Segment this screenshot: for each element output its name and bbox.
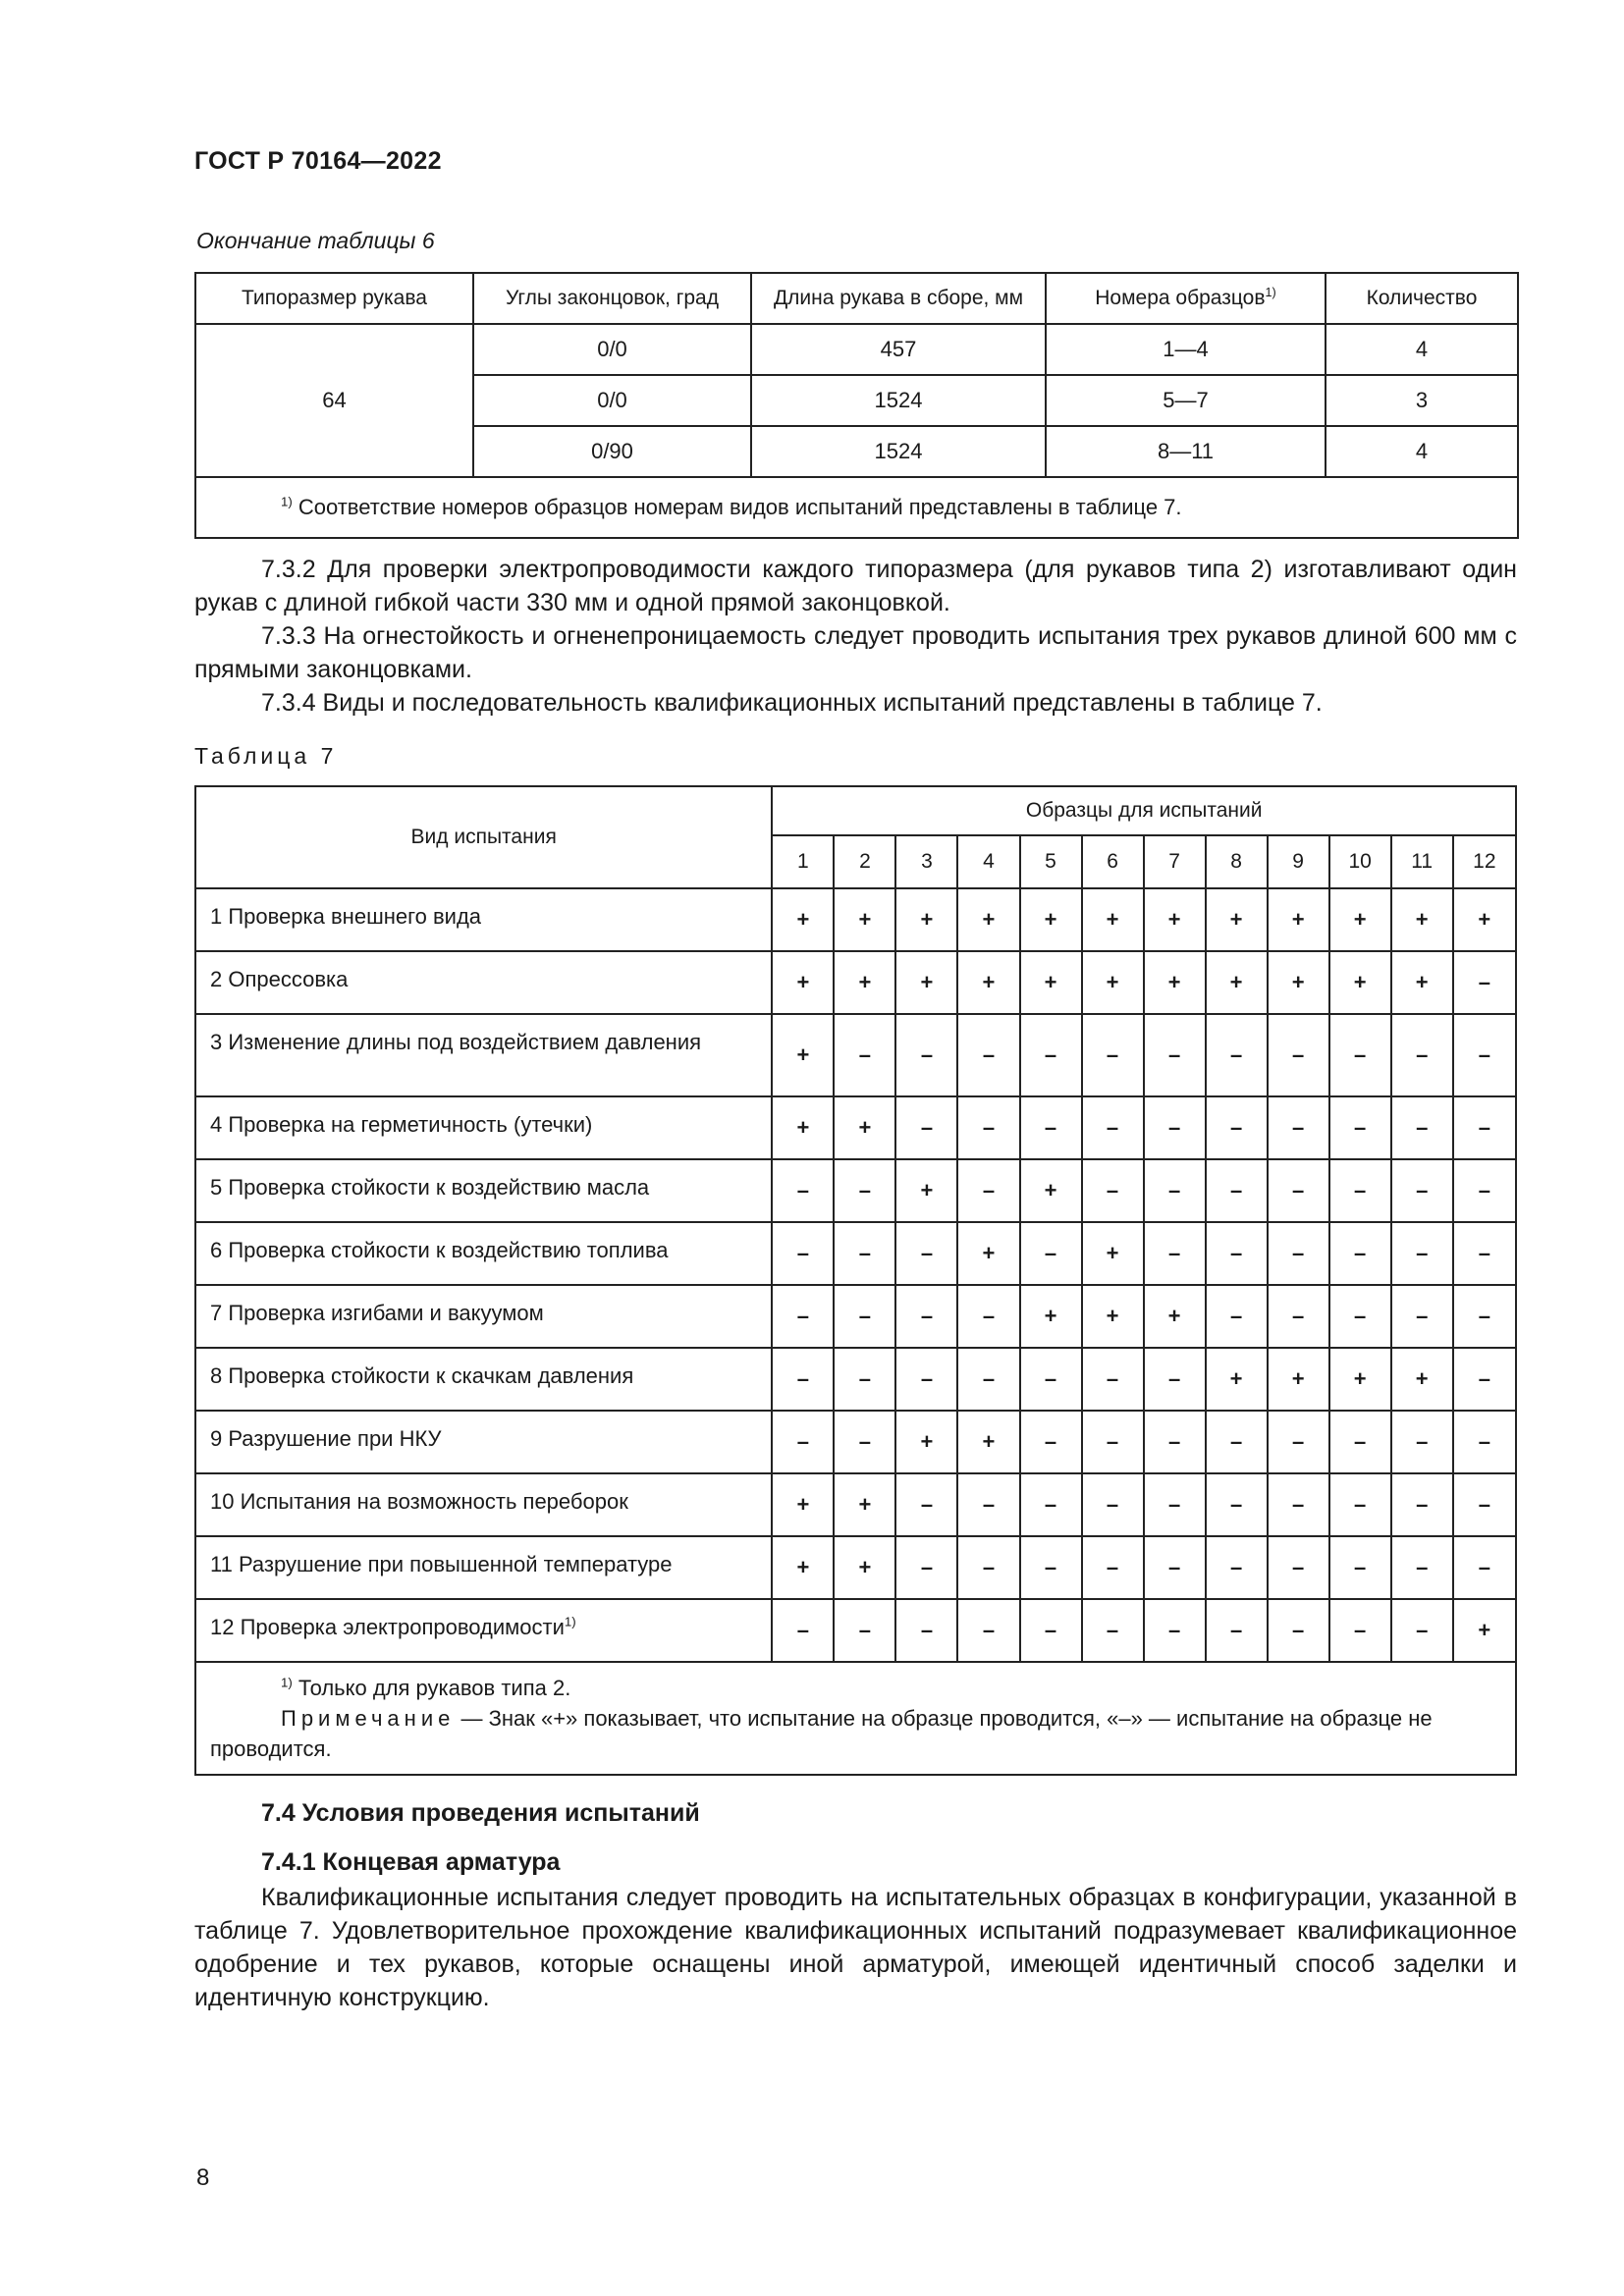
- table6-qty-cell: 4: [1326, 324, 1518, 375]
- table7-sample-number: 9: [1268, 835, 1329, 888]
- sample-mark-cell: +: [1020, 1159, 1082, 1222]
- sample-mark-cell: –: [1329, 1222, 1391, 1285]
- table6-angles-cell: 0/0: [473, 375, 751, 426]
- sample-mark-cell: –: [895, 1473, 957, 1536]
- sample-mark-cell: –: [895, 1536, 957, 1599]
- table7-sample-number: 7: [1144, 835, 1206, 888]
- sample-mark-cell: +: [895, 888, 957, 951]
- sample-mark-cell: –: [1268, 1411, 1329, 1473]
- sample-mark-cell: –: [772, 1411, 834, 1473]
- sample-mark-cell: –: [1144, 1096, 1206, 1159]
- sample-mark-cell: –: [895, 1599, 957, 1662]
- table-row: [195, 888, 1516, 951]
- table7-note: [210, 1703, 1501, 1764]
- table6-header-size: Типоразмер рукава: [195, 273, 473, 324]
- sample-mark-cell: –: [1391, 1536, 1453, 1599]
- table7-footnote-row: [195, 1662, 1516, 1775]
- table6-header-angles: Углы законцовок, град: [473, 273, 751, 324]
- sample-mark-cell: –: [957, 1285, 1019, 1348]
- sample-mark-cell: –: [1453, 1096, 1516, 1159]
- sample-mark-cell: –: [1329, 1014, 1391, 1096]
- table7-sample-number: 6: [1082, 835, 1144, 888]
- sample-mark-cell: –: [1144, 1473, 1206, 1536]
- section-7-4-1-title: 7.4.1 Концевая арматура: [261, 1848, 561, 1876]
- sample-mark-cell: –: [1453, 1285, 1516, 1348]
- sample-mark-cell: –: [1391, 1096, 1453, 1159]
- sample-mark-cell: –: [1391, 1599, 1453, 1662]
- sample-mark-cell: –: [1453, 1411, 1516, 1473]
- sample-mark-cell: –: [1329, 1473, 1391, 1536]
- paragraph-7-3-3: 7.3.3 На огнестойкость и огненепроницаемость следует проводить испытания трех рукавов длиной 600 мм с прямыми законцовками.: [194, 622, 1517, 683]
- sample-mark-cell: +: [895, 1411, 957, 1473]
- sample-mark-cell: –: [1268, 1285, 1329, 1348]
- table6-angles-cell: 0/90: [473, 426, 751, 477]
- sample-mark-cell: –: [1453, 1014, 1516, 1096]
- table7-sample-number: 12: [1453, 835, 1516, 888]
- sample-mark-cell: +: [1144, 951, 1206, 1014]
- table-row: [195, 1285, 1516, 1348]
- sample-mark-cell: –: [1144, 1222, 1206, 1285]
- table6-length-cell: 1524: [751, 426, 1046, 477]
- sample-mark-cell: –: [1082, 1411, 1144, 1473]
- sample-mark-cell: –: [1206, 1285, 1268, 1348]
- table-7: [194, 785, 1517, 1776]
- sample-mark-cell: –: [1329, 1159, 1391, 1222]
- table-row: [195, 1096, 1516, 1159]
- sample-mark-cell: –: [1329, 1096, 1391, 1159]
- sample-mark-cell: –: [1453, 1473, 1516, 1536]
- test-name-cell: 5 Проверка стойкости к воздействию масла: [195, 1159, 772, 1222]
- sample-mark-cell: +: [772, 951, 834, 1014]
- sample-mark-cell: –: [1268, 1014, 1329, 1096]
- sample-mark-cell: +: [1082, 1285, 1144, 1348]
- sample-mark-cell: –: [1391, 1014, 1453, 1096]
- sample-mark-cell: –: [772, 1599, 834, 1662]
- table7-sample-number: 4: [957, 835, 1019, 888]
- footnote-mark: 1): [281, 494, 293, 509]
- sample-mark-cell: +: [1082, 888, 1144, 951]
- sample-mark-cell: –: [895, 1096, 957, 1159]
- sample-mark-cell: –: [1020, 1222, 1082, 1285]
- test-name-cell: 6 Проверка стойкости к воздействию топлива: [195, 1222, 772, 1285]
- sample-mark-cell: –: [1268, 1096, 1329, 1159]
- table-row: [195, 951, 1516, 1014]
- sample-mark-cell: +: [772, 1014, 834, 1096]
- note-label: Примечание: [281, 1706, 456, 1731]
- table-row: [195, 1599, 1516, 1662]
- table-6: [194, 272, 1519, 539]
- test-name-cell: 4 Проверка на герметичность (утечки): [195, 1096, 772, 1159]
- table7-sample-number: 5: [1020, 835, 1082, 888]
- table6-length-cell: 1524: [751, 375, 1046, 426]
- sample-mark-cell: +: [1329, 1348, 1391, 1411]
- sample-mark-cell: +: [1268, 888, 1329, 951]
- sample-mark-cell: +: [1206, 951, 1268, 1014]
- sample-mark-cell: +: [772, 888, 834, 951]
- sample-mark-cell: –: [1082, 1473, 1144, 1536]
- sample-mark-cell: –: [957, 1159, 1019, 1222]
- sample-mark-cell: +: [1082, 951, 1144, 1014]
- sample-mark-cell: +: [957, 1222, 1019, 1285]
- sample-mark-cell: –: [1144, 1348, 1206, 1411]
- sample-mark-cell: +: [834, 1473, 895, 1536]
- footnote-mark: 1): [564, 1614, 576, 1629]
- sample-mark-cell: –: [957, 1536, 1019, 1599]
- sample-mark-cell: –: [1020, 1348, 1082, 1411]
- table7-header-samples: Образцы для испытаний: [772, 786, 1516, 835]
- sample-mark-cell: –: [834, 1411, 895, 1473]
- sample-mark-cell: +: [1329, 951, 1391, 1014]
- table7-caption: Таблица 7: [194, 743, 338, 769]
- table7-sample-number: 10: [1329, 835, 1391, 888]
- sample-mark-cell: –: [1453, 1222, 1516, 1285]
- table6-header-quantity: Количество: [1326, 273, 1518, 324]
- sample-mark-cell: –: [1206, 1096, 1268, 1159]
- note-text: — Знак «+» показывает, что испытание на образце проводится, «–» — испытание на образце не проводится.: [210, 1706, 1433, 1761]
- sample-mark-cell: –: [1144, 1014, 1206, 1096]
- sample-mark-cell: –: [1206, 1014, 1268, 1096]
- test-name-cell: 7 Проверка изгибами и вакуумом: [195, 1285, 772, 1348]
- sample-mark-cell: +: [1206, 1348, 1268, 1411]
- table7-header-test: Вид испытания: [195, 786, 772, 888]
- sample-mark-cell: +: [1329, 888, 1391, 951]
- sample-mark-cell: –: [1329, 1599, 1391, 1662]
- sample-mark-cell: –: [1329, 1285, 1391, 1348]
- table6-header-row: [195, 273, 1518, 324]
- sample-mark-cell: +: [1020, 888, 1082, 951]
- sample-mark-cell: –: [1268, 1159, 1329, 1222]
- sample-mark-cell: +: [1453, 1599, 1516, 1662]
- sample-mark-cell: –: [1082, 1599, 1144, 1662]
- table7-footnote: $^{1)}$ Только для рукавов типа 2. Примечание — Знак «+» показывает, что испытание на образце проводится, «–» — испытание на образце не проводится.: [195, 1662, 1516, 1775]
- table7-sample-number: 3: [895, 835, 957, 888]
- sample-mark-cell: –: [834, 1599, 895, 1662]
- sample-mark-cell: +: [1144, 1285, 1206, 1348]
- sample-mark-cell: –: [1453, 1348, 1516, 1411]
- table6-footnote: $^{1)}$ Соответствие номеров образцов номерам видов испытаний представлены в таблице 7.: [195, 477, 1518, 538]
- sample-mark-cell: –: [1144, 1411, 1206, 1473]
- table-row: [195, 1473, 1516, 1536]
- sample-mark-cell: –: [1206, 1222, 1268, 1285]
- sample-mark-cell: –: [772, 1348, 834, 1411]
- test-name-cell: 9 Разрушение при НКУ: [195, 1411, 772, 1473]
- table6-angles-cell: 0/0: [473, 324, 751, 375]
- sample-mark-cell: +: [1268, 951, 1329, 1014]
- sample-mark-cell: –: [1206, 1599, 1268, 1662]
- table-row: [195, 1159, 1516, 1222]
- sample-mark-cell: +: [957, 888, 1019, 951]
- sample-mark-cell: +: [895, 951, 957, 1014]
- sample-mark-cell: –: [772, 1285, 834, 1348]
- sample-mark-cell: –: [1329, 1536, 1391, 1599]
- sample-mark-cell: –: [1453, 1536, 1516, 1599]
- sample-mark-cell: +: [957, 1411, 1019, 1473]
- sample-mark-cell: –: [895, 1348, 957, 1411]
- sample-mark-cell: +: [834, 951, 895, 1014]
- table6-footnote-row: [195, 477, 1518, 538]
- sample-mark-cell: –: [1020, 1014, 1082, 1096]
- sample-mark-cell: –: [1453, 1159, 1516, 1222]
- sample-mark-cell: –: [834, 1014, 895, 1096]
- sample-mark-cell: –: [772, 1159, 834, 1222]
- sample-mark-cell: –: [834, 1285, 895, 1348]
- sample-mark-cell: –: [957, 1473, 1019, 1536]
- sample-mark-cell: +: [1391, 951, 1453, 1014]
- test-name-cell: 11 Разрушение при повышенной температуре: [195, 1536, 772, 1599]
- table7-header-row: [195, 786, 1516, 835]
- sample-mark-cell: –: [1020, 1411, 1082, 1473]
- table7-sample-number: 2: [834, 835, 895, 888]
- sample-mark-cell: +: [1391, 1348, 1453, 1411]
- sample-mark-cell: –: [957, 1096, 1019, 1159]
- sample-mark-cell: –: [1391, 1159, 1453, 1222]
- sample-mark-cell: +: [834, 1096, 895, 1159]
- sample-mark-cell: +: [1082, 1222, 1144, 1285]
- sample-mark-cell: –: [834, 1159, 895, 1222]
- table7-sample-number: 8: [1206, 835, 1268, 888]
- table6-header-length: Длина рукава в сборе, мм: [751, 273, 1046, 324]
- sample-mark-cell: –: [1268, 1599, 1329, 1662]
- sample-mark-cell: +: [834, 1536, 895, 1599]
- table6-samples-cell: 8—11: [1046, 426, 1326, 477]
- section-7-4-1-text: Квалификационные испытания следует проводить на испытательных образцах в конфигурации, указанной в таблице 7. Удовлетворительное прохождение квалификационных испытаний подразумевает квалификационное одобрение и тех рукавов, которые оснащены иной арматурой, имеющей идентичный способ заделки и идентичную конструкцию.: [194, 1884, 1517, 2011]
- sample-mark-cell: –: [1329, 1411, 1391, 1473]
- sample-mark-cell: –: [1020, 1599, 1082, 1662]
- sample-mark-cell: –: [1082, 1096, 1144, 1159]
- sample-mark-cell: +: [1020, 951, 1082, 1014]
- sample-mark-cell: –: [895, 1285, 957, 1348]
- sample-mark-cell: +: [1453, 888, 1516, 951]
- sample-mark-cell: –: [834, 1222, 895, 1285]
- footnote-mark: 1): [1265, 286, 1276, 299]
- sample-mark-cell: +: [1206, 888, 1268, 951]
- sample-mark-cell: –: [772, 1222, 834, 1285]
- sample-mark-cell: –: [1453, 951, 1516, 1014]
- table6-qty-cell: 3: [1326, 375, 1518, 426]
- page-number: 8: [196, 2164, 210, 2191]
- sample-mark-cell: +: [772, 1096, 834, 1159]
- sample-mark-cell: –: [1391, 1285, 1453, 1348]
- table6-samples-cell: 1—4: [1046, 324, 1326, 375]
- sample-mark-cell: –: [1020, 1096, 1082, 1159]
- sample-mark-cell: –: [895, 1014, 957, 1096]
- sample-mark-cell: +: [1144, 888, 1206, 951]
- sample-mark-cell: –: [1268, 1222, 1329, 1285]
- table6-continuation-caption: Окончание таблицы 6: [196, 228, 435, 253]
- sample-mark-cell: +: [1268, 1348, 1329, 1411]
- sample-mark-cell: –: [1020, 1536, 1082, 1599]
- sample-mark-cell: –: [1206, 1411, 1268, 1473]
- test-name-cell: 12 Проверка электропроводимости$^{1)}$: [195, 1599, 772, 1662]
- sample-mark-cell: –: [1144, 1159, 1206, 1222]
- test-name-cell: 3 Изменение длины под воздействием давления: [195, 1014, 772, 1096]
- sample-mark-cell: –: [1082, 1159, 1144, 1222]
- table-row: [195, 1014, 1516, 1096]
- table6-size-cell: 64: [195, 324, 473, 477]
- test-name-cell: 10 Испытания на возможность переборок: [195, 1473, 772, 1536]
- test-name-cell: 8 Проверка стойкости к скачкам давления: [195, 1348, 772, 1411]
- sample-mark-cell: +: [957, 951, 1019, 1014]
- table6-samples-cell: 5—7: [1046, 375, 1326, 426]
- table-row: [195, 1348, 1516, 1411]
- table-row: [195, 324, 1518, 375]
- table7-sample-number: 1: [772, 835, 834, 888]
- table-row: [195, 1536, 1516, 1599]
- sample-mark-cell: –: [834, 1348, 895, 1411]
- sample-mark-cell: –: [1144, 1536, 1206, 1599]
- table7-sample-number: 11: [1391, 835, 1453, 888]
- test-name-cell: 2 Опрессовка: [195, 951, 772, 1014]
- sample-mark-cell: –: [1020, 1473, 1082, 1536]
- sample-mark-cell: –: [1082, 1348, 1144, 1411]
- sample-mark-cell: –: [957, 1014, 1019, 1096]
- sample-mark-cell: +: [834, 888, 895, 951]
- sample-mark-cell: –: [1206, 1473, 1268, 1536]
- sample-mark-cell: –: [895, 1222, 957, 1285]
- sample-mark-cell: –: [1391, 1222, 1453, 1285]
- document-id-header: ГОСТ Р 70164—2022: [194, 147, 442, 175]
- section-7-4-title: 7.4 Условия проведения испытаний: [261, 1799, 700, 1827]
- sample-mark-cell: –: [1144, 1599, 1206, 1662]
- sample-mark-cell: –: [1082, 1014, 1144, 1096]
- sample-mark-cell: –: [1268, 1536, 1329, 1599]
- sample-mark-cell: +: [1020, 1285, 1082, 1348]
- sample-mark-cell: +: [1391, 888, 1453, 951]
- table7-body: [195, 888, 1516, 1662]
- test-name-cell: 1 Проверка внешнего вида: [195, 888, 772, 951]
- sample-mark-cell: +: [772, 1536, 834, 1599]
- sample-mark-cell: –: [1206, 1536, 1268, 1599]
- table6-header-samples: Номера образцов$^{1)}$: [1046, 273, 1326, 324]
- sample-mark-cell: –: [1206, 1159, 1268, 1222]
- sample-mark-cell: +: [772, 1473, 834, 1536]
- table-row: [195, 1222, 1516, 1285]
- sample-mark-cell: –: [1082, 1536, 1144, 1599]
- paragraph-7-3-2: 7.3.2 Для проверки электропроводимости каждого типоразмера (для рукавов типа 2) изготавливают один рукав с длиной гибкой части 330 мм и одной прямой законцовкой.: [194, 556, 1517, 616]
- table-row: [195, 1411, 1516, 1473]
- table6-qty-cell: 4: [1326, 426, 1518, 477]
- table6-length-cell: 457: [751, 324, 1046, 375]
- sample-mark-cell: –: [957, 1599, 1019, 1662]
- sample-mark-cell: –: [1391, 1473, 1453, 1536]
- sample-mark-cell: –: [1391, 1411, 1453, 1473]
- sample-mark-cell: +: [895, 1159, 957, 1222]
- sample-mark-cell: –: [957, 1348, 1019, 1411]
- footnote-mark: 1): [281, 1675, 293, 1690]
- paragraph-7-3-4: 7.3.4 Виды и последовательность квалификационных испытаний представлены в таблице 7.: [261, 689, 1323, 717]
- sample-mark-cell: –: [1268, 1473, 1329, 1536]
